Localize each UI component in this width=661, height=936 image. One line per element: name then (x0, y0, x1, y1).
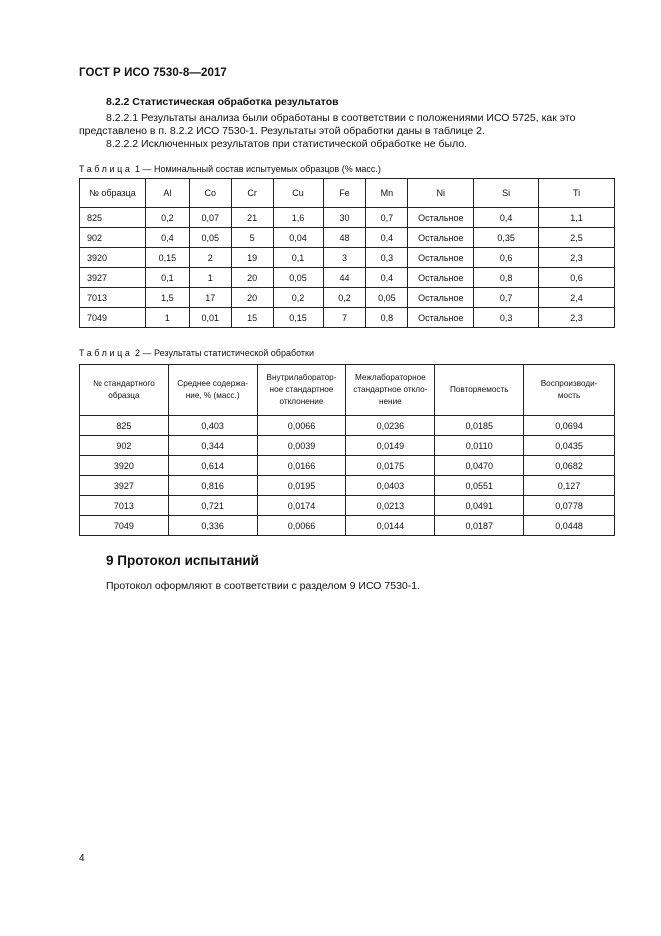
table1-cell: 20 (231, 288, 273, 308)
document-header: ГОСТ Р ИСО 7530-8—2017 (79, 67, 227, 79)
table2-header-line: ние, % (масс.) (185, 391, 240, 400)
table1-row (80, 268, 615, 288)
table2-header-line: Повторяемость (449, 385, 509, 394)
composition-table (79, 178, 615, 328)
table1-cell: 20 (231, 268, 273, 288)
table1-cell: 0,05 (273, 268, 323, 288)
table1-cell: 17 (189, 288, 231, 308)
table2-row (80, 436, 615, 456)
table2-cell: 0,0682 (524, 456, 615, 476)
table2-cell: 0,0187 (435, 516, 524, 536)
table1-cell: 0,8 (366, 308, 408, 328)
paragraph-8-2-2-2: 8.2.2.2 Исключенных результатов при статистической обработке не было. (106, 138, 468, 150)
table1-cell: 21 (231, 208, 273, 228)
table1-cell: 3 (323, 248, 366, 268)
table1-cell: Остальное (408, 308, 474, 328)
table1-header-cell: Ni (408, 179, 474, 208)
table2-header-cell (168, 365, 257, 416)
table1-cell: 0,2 (273, 288, 323, 308)
table2-row (80, 496, 615, 516)
table1-cell: 1 (145, 308, 189, 328)
table1-cell: 48 (323, 228, 366, 248)
table1-cell: 2 (189, 248, 231, 268)
table2-caption-text: 2 — Результаты статистической обработки (132, 348, 315, 358)
table1-header-cell: Cu (273, 179, 323, 208)
table2-row (80, 416, 615, 436)
table2-caption-lead: Таблица (79, 348, 133, 358)
table1-header-cell: Ti (539, 179, 615, 208)
table2-cell: 0,0491 (435, 496, 524, 516)
table2-cell: 0,0039 (257, 436, 346, 456)
table1-cell: 3927 (80, 268, 146, 288)
table1-cell: 0,6 (474, 248, 539, 268)
table2-cell: 0,0551 (435, 476, 524, 496)
table2-header-cell (80, 365, 169, 416)
table1-cell: 5 (231, 228, 273, 248)
table2-cell: 0,127 (524, 476, 615, 496)
table1-cell: 0,4 (474, 208, 539, 228)
table1-cell: 0,07 (189, 208, 231, 228)
statistics-table (79, 364, 615, 536)
table2-cell: 0,403 (168, 416, 257, 436)
table1-cell: 0,15 (145, 248, 189, 268)
table1-cell: 0,3 (366, 248, 408, 268)
table2-cell: 0,0175 (346, 456, 435, 476)
table2-header-line: образца (108, 391, 140, 400)
table1-cell: 0,4 (366, 268, 408, 288)
table2-cell: 902 (80, 436, 169, 456)
table1-cell: 0,4 (366, 228, 408, 248)
table2-header-line: Среднее содержа- (177, 379, 249, 388)
table2-cell: 0,0185 (435, 416, 524, 436)
table1-header-cell: Al (145, 179, 189, 208)
table2-cell: 7013 (80, 496, 169, 516)
table1-cell: 1 (189, 268, 231, 288)
table1-cell: 7049 (80, 308, 146, 328)
table2-cell: 0,0066 (257, 416, 346, 436)
table2-header-line: Воспроизводи- (540, 379, 598, 388)
table1-cell: 2,3 (539, 308, 615, 328)
table2-cell: 0,0174 (257, 496, 346, 516)
table1-cell: 19 (231, 248, 273, 268)
section-title-9: 9 Протокол испытаний (106, 553, 259, 568)
table1-cell: 0,8 (474, 268, 539, 288)
table2-header-line: Внутрилаборатор- (266, 373, 337, 382)
table1-cell: 7 (323, 308, 366, 328)
table1-caption (79, 164, 381, 174)
table1-header-cell: Cr (231, 179, 273, 208)
table1-cell: Остальное (408, 248, 474, 268)
table1-caption-text: 1 — Номинальный состав испытуемых образцов (% масс.) (132, 164, 381, 174)
table1-cell: 15 (231, 308, 273, 328)
table2-cell: 0,614 (168, 456, 257, 476)
table1-cell: 0,35 (474, 228, 539, 248)
table2-header-line: № стандартного (93, 379, 155, 388)
table1-cell: 1,5 (145, 288, 189, 308)
paragraph-8-2-2-1: 8.2.2.1 Результаты анализа были обработаны в соответствии с положениями ИСО 5725, как это представлено в п. 8.2.2 ИСО 7530-1. Результаты этой обработки даны в таблице 2. (79, 112, 576, 137)
section-title-8-2-2: 8.2.2 Статистическая обработка результатов (106, 96, 339, 108)
table1-cell: 3920 (80, 248, 146, 268)
table2-header-line: ное стандартное (269, 385, 334, 394)
table2-row (80, 516, 615, 536)
table1-cell: 2,4 (539, 288, 615, 308)
table1-header-cell: Si (474, 179, 539, 208)
table1-cell: 0,3 (474, 308, 539, 328)
table1-cell: 0,05 (366, 288, 408, 308)
table2-row (80, 476, 615, 496)
table2-cell: 0,336 (168, 516, 257, 536)
table2-header-cell (524, 365, 615, 416)
table1-header-row (80, 179, 615, 208)
table1-cell: 0,1 (273, 248, 323, 268)
table1-cell: 1,6 (273, 208, 323, 228)
table2-cell: 0,0778 (524, 496, 615, 516)
table2-header-line: Межлабораторное (354, 373, 426, 382)
table1-row (80, 208, 615, 228)
table1-header-cell: Fe (323, 179, 366, 208)
table1-cell: 1,1 (539, 208, 615, 228)
table1-cell: 825 (80, 208, 146, 228)
table1-cell: 0,2 (323, 288, 366, 308)
table1-cell: Остальное (408, 228, 474, 248)
table1-cell: 0,15 (273, 308, 323, 328)
table2-header-cell (257, 365, 346, 416)
table1-cell: 0,05 (189, 228, 231, 248)
table1-cell: 2,5 (539, 228, 615, 248)
table1-cell: 0,01 (189, 308, 231, 328)
table1-cell: 0,2 (145, 208, 189, 228)
table1-header-cell: Mn (366, 179, 408, 208)
table2-header-line: нение (378, 397, 402, 406)
table1-cell: 0,7 (366, 208, 408, 228)
table2-cell: 0,0110 (435, 436, 524, 456)
table2-header-cell (346, 365, 435, 416)
table2-cell: 0,0448 (524, 516, 615, 536)
table2-header-cell (435, 365, 524, 416)
table2-cell: 0,0166 (257, 456, 346, 476)
table2-cell: 825 (80, 416, 169, 436)
table2-row (80, 456, 615, 476)
table2-cell: 3920 (80, 456, 169, 476)
table2-header-line: отклонение (279, 397, 324, 406)
table2-header-row (80, 365, 615, 416)
table1-cell: 0,1 (145, 268, 189, 288)
table1-cell: 0,4 (145, 228, 189, 248)
table1-header-cell: № образца (80, 179, 146, 208)
table1-cell: Остальное (408, 288, 474, 308)
table2-cell: 0,0470 (435, 456, 524, 476)
table1-row (80, 248, 615, 268)
table2-cell: 0,0435 (524, 436, 615, 456)
paragraph-9: Протокол оформляют в соответствии с разделом 9 ИСО 7530-1. (106, 580, 421, 592)
table2-cell: 7049 (80, 516, 169, 536)
table2-cell: 0,0236 (346, 416, 435, 436)
table1-cell: 902 (80, 228, 146, 248)
table2-cell: 0,0144 (346, 516, 435, 536)
table2-cell: 0,0694 (524, 416, 615, 436)
table1-cell: 0,04 (273, 228, 323, 248)
table2-caption (79, 348, 314, 358)
table1-row (80, 228, 615, 248)
table1-caption-lead: Таблица (79, 164, 133, 174)
table2-cell: 0,344 (168, 436, 257, 456)
table1-cell: Остальное (408, 208, 474, 228)
page-number: 4 (79, 853, 85, 864)
table1-cell: Остальное (408, 268, 474, 288)
table1-row (80, 288, 615, 308)
table2-cell: 0,0213 (346, 496, 435, 516)
table1-row (80, 308, 615, 328)
table2-cell: 0,721 (168, 496, 257, 516)
table2-header-line: стандартное откло- (353, 385, 428, 394)
table2-cell: 0,0403 (346, 476, 435, 496)
table1-cell: 44 (323, 268, 366, 288)
table2-header-line: мость (557, 391, 581, 400)
table1-cell: 30 (323, 208, 366, 228)
table2-cell: 0,0149 (346, 436, 435, 456)
table1-header-cell: Co (189, 179, 231, 208)
table1-cell: 7013 (80, 288, 146, 308)
table2-cell: 0,0066 (257, 516, 346, 536)
table2-cell: 0,816 (168, 476, 257, 496)
table2-cell: 3927 (80, 476, 169, 496)
table1-cell: 0,7 (474, 288, 539, 308)
table2-cell: 0,0195 (257, 476, 346, 496)
table1-cell: 0,6 (539, 268, 615, 288)
table1-cell: 2,3 (539, 248, 615, 268)
